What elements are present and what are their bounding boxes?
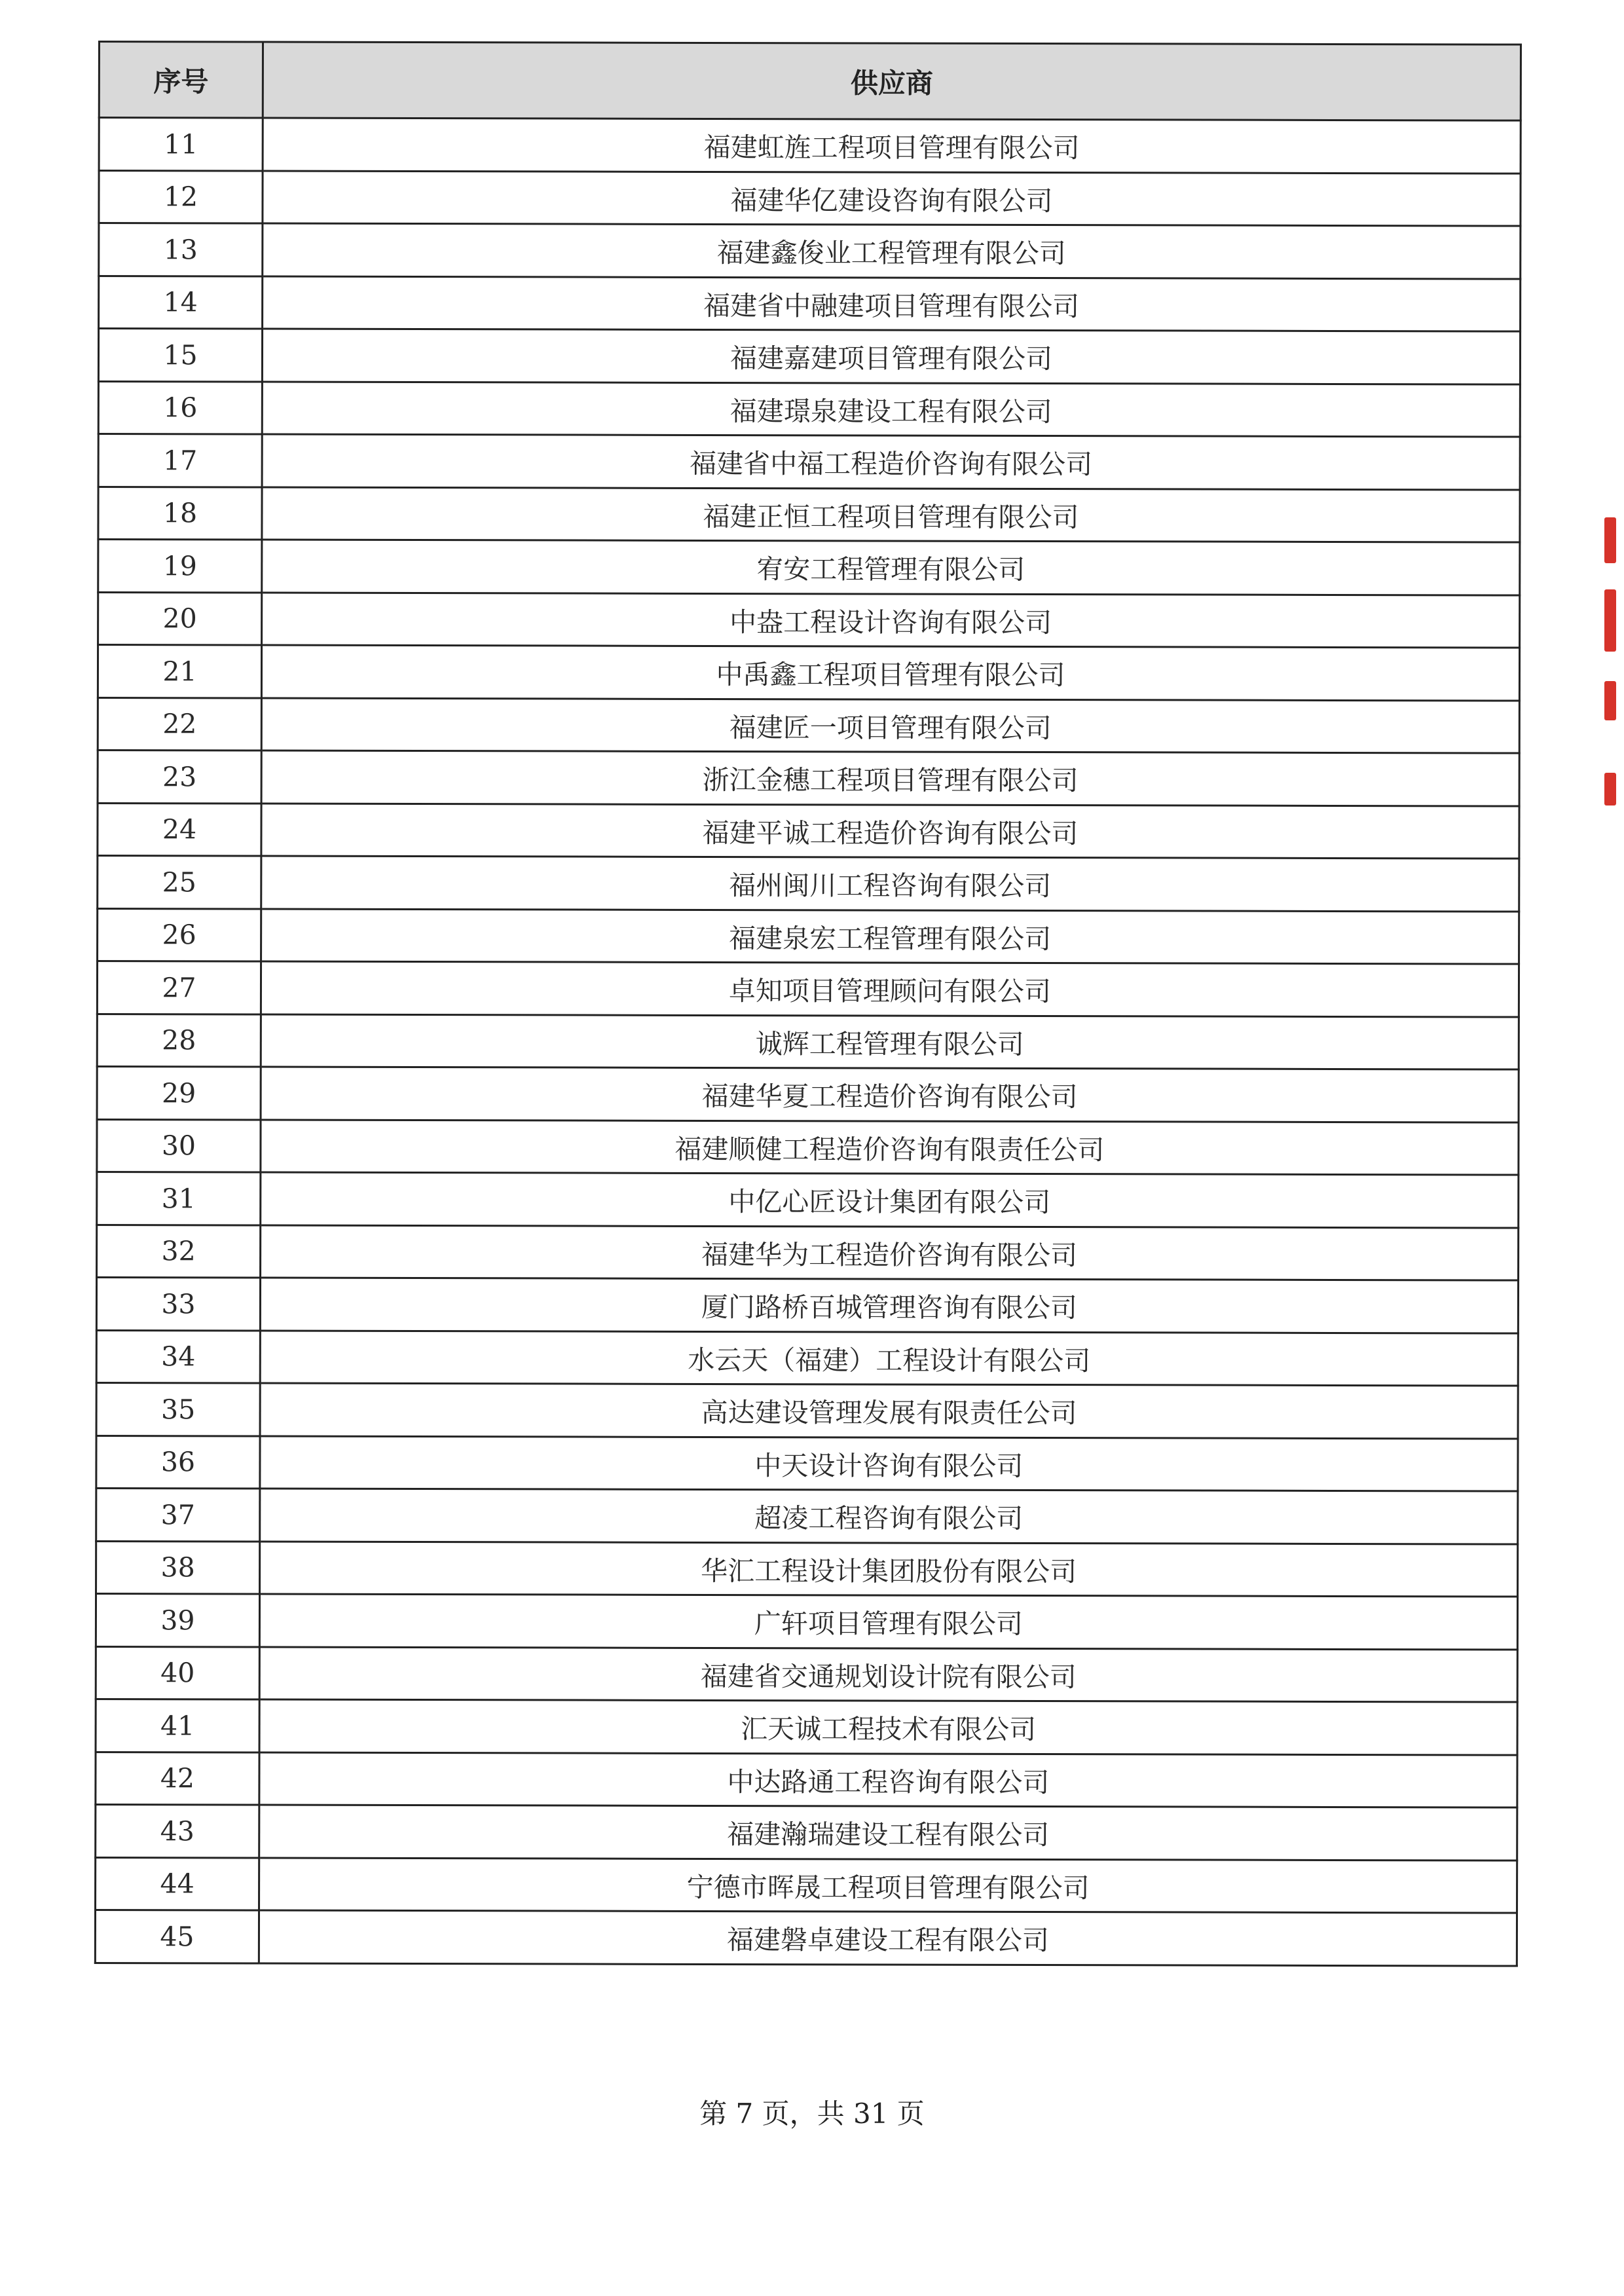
row-supplier-name: 中达路通工程咨询有限公司 bbox=[259, 1752, 1517, 1808]
table-row bbox=[96, 1488, 1518, 1544]
table-row bbox=[96, 1593, 1517, 1649]
table-row bbox=[98, 329, 1520, 384]
row-index: 39 bbox=[96, 1593, 259, 1646]
row-index: 18 bbox=[98, 487, 262, 540]
table-row bbox=[96, 1541, 1518, 1597]
table-row bbox=[97, 1172, 1519, 1227]
row-supplier-name: 卓知项目管理顾问有限公司 bbox=[261, 961, 1519, 1017]
row-index: 20 bbox=[98, 592, 262, 645]
table-row bbox=[96, 1646, 1517, 1702]
table-row bbox=[96, 1277, 1518, 1333]
row-index: 37 bbox=[96, 1488, 260, 1541]
row-supplier-name: 中亿心匠设计集团有限公司 bbox=[261, 1172, 1519, 1228]
table-row bbox=[98, 645, 1519, 701]
row-index: 34 bbox=[96, 1330, 260, 1383]
row-index: 44 bbox=[96, 1857, 259, 1910]
row-supplier-name: 福建顺健工程造价咨询有限责任公司 bbox=[261, 1120, 1519, 1176]
row-supplier-name: 诚辉工程管理有限公司 bbox=[261, 1014, 1519, 1070]
table-row bbox=[98, 592, 1520, 648]
row-index: 32 bbox=[97, 1225, 261, 1278]
table-row bbox=[98, 487, 1520, 542]
table-row bbox=[98, 908, 1519, 964]
row-supplier-name: 福建省中福工程造价咨询有限公司 bbox=[262, 434, 1520, 490]
row-supplier-name: 福建平诚工程造价咨询有限公司 bbox=[261, 804, 1519, 859]
row-index: 25 bbox=[98, 856, 261, 909]
table-row bbox=[97, 1066, 1519, 1122]
table-row bbox=[99, 223, 1521, 279]
table-row bbox=[96, 1857, 1517, 1913]
row-supplier-name: 福建匠一项目管理有限公司 bbox=[261, 698, 1519, 754]
row-index: 42 bbox=[96, 1752, 259, 1805]
row-supplier-name: 宁德市晖晟工程项目管理有限公司 bbox=[259, 1858, 1517, 1914]
row-supplier-name: 福建华为工程造价咨询有限公司 bbox=[261, 1225, 1519, 1281]
row-supplier-name: 福建华夏工程造价咨询有限公司 bbox=[261, 1067, 1519, 1122]
table-row bbox=[96, 1435, 1518, 1491]
row-index: 41 bbox=[96, 1699, 259, 1752]
row-index: 16 bbox=[98, 381, 262, 434]
row-index: 45 bbox=[95, 1910, 259, 1963]
row-index: 17 bbox=[98, 434, 262, 487]
row-index: 21 bbox=[98, 645, 261, 698]
row-supplier-name: 水云天（福建）工程设计有限公司 bbox=[260, 1331, 1518, 1386]
row-supplier-name: 福建泉宏工程管理有限公司 bbox=[261, 909, 1519, 965]
row-supplier-name: 广轩项目管理有限公司 bbox=[259, 1594, 1517, 1650]
table-row bbox=[98, 750, 1519, 806]
row-supplier-name: 福建华亿建设咨询有限公司 bbox=[263, 171, 1521, 227]
row-supplier-name: 高达建设管理发展有限责任公司 bbox=[260, 1383, 1518, 1439]
row-index: 29 bbox=[97, 1066, 261, 1119]
table-row bbox=[98, 856, 1519, 912]
row-supplier-name: 福建磐卓建设工程有限公司 bbox=[259, 1910, 1517, 1966]
row-supplier-name: 中禹鑫工程项目管理有限公司 bbox=[261, 645, 1519, 701]
table-row bbox=[98, 540, 1520, 595]
row-index: 27 bbox=[97, 961, 261, 1014]
row-supplier-name: 福建嘉建项目管理有限公司 bbox=[262, 329, 1520, 384]
table-row bbox=[98, 803, 1519, 859]
page-number: 第 7 页，共 31 页 bbox=[699, 2098, 925, 2130]
table-body bbox=[95, 118, 1521, 1966]
row-index: 28 bbox=[97, 1014, 261, 1067]
table-row bbox=[98, 381, 1520, 437]
table-row bbox=[97, 961, 1519, 1017]
row-supplier-name: 宥安工程管理有限公司 bbox=[262, 540, 1520, 595]
row-index: 26 bbox=[98, 908, 261, 961]
table-row bbox=[96, 1382, 1518, 1438]
row-supplier-name: 福建鑫俊业工程管理有限公司 bbox=[263, 223, 1521, 279]
table-header-row bbox=[99, 42, 1521, 121]
table-row bbox=[98, 434, 1520, 490]
row-supplier-name: 福建省交通规划设计院有限公司 bbox=[259, 1647, 1517, 1703]
row-index: 38 bbox=[96, 1541, 260, 1594]
row-index: 36 bbox=[96, 1435, 260, 1489]
table-row bbox=[95, 1910, 1517, 1965]
row-supplier-name: 福州闽川工程咨询有限公司 bbox=[261, 856, 1519, 912]
row-supplier-name: 中盎工程设计咨询有限公司 bbox=[262, 593, 1520, 648]
table-row bbox=[99, 170, 1521, 226]
row-supplier-name: 福建璟泉建设工程有限公司 bbox=[262, 382, 1520, 437]
table-row bbox=[96, 1804, 1517, 1860]
row-index: 30 bbox=[97, 1119, 261, 1172]
row-index: 22 bbox=[98, 697, 261, 750]
row-supplier-name: 福建瀚瑞建设工程有限公司 bbox=[259, 1805, 1517, 1861]
row-index: 12 bbox=[99, 170, 263, 223]
row-supplier-name: 华汇工程设计集团股份有限公司 bbox=[260, 1542, 1518, 1597]
table-row bbox=[97, 1225, 1519, 1280]
row-supplier-name: 厦门路桥百城管理咨询有限公司 bbox=[260, 1278, 1518, 1333]
table-row bbox=[97, 1119, 1519, 1175]
row-index: 19 bbox=[98, 540, 262, 593]
row-index: 13 bbox=[99, 223, 263, 276]
row-index: 14 bbox=[99, 276, 263, 329]
row-supplier-name: 浙江金穗工程项目管理有限公司 bbox=[261, 750, 1519, 806]
table-row bbox=[99, 276, 1521, 331]
row-index: 35 bbox=[96, 1382, 260, 1435]
row-supplier-name: 福建省中融建项目管理有限公司 bbox=[263, 276, 1521, 332]
table-row bbox=[97, 1014, 1519, 1069]
row-supplier-name: 福建正恒工程项目管理有限公司 bbox=[262, 487, 1520, 543]
row-index: 43 bbox=[96, 1804, 259, 1857]
table-row bbox=[96, 1330, 1518, 1386]
row-index: 40 bbox=[96, 1646, 259, 1699]
row-supplier-name: 福建虹旌工程项目管理有限公司 bbox=[263, 118, 1521, 174]
table-row bbox=[99, 118, 1521, 174]
table-row bbox=[96, 1699, 1517, 1754]
row-index: 23 bbox=[98, 750, 261, 804]
header-supplier: 供应商 bbox=[263, 42, 1521, 120]
row-supplier-name: 中天设计咨询有限公司 bbox=[260, 1436, 1518, 1492]
row-index: 24 bbox=[98, 803, 261, 856]
row-index: 15 bbox=[98, 329, 262, 382]
row-index: 31 bbox=[97, 1172, 261, 1225]
supplier-table bbox=[94, 41, 1522, 1967]
seal-stamp-edge bbox=[1602, 517, 1619, 819]
row-index: 11 bbox=[99, 118, 263, 171]
table-row bbox=[98, 697, 1519, 753]
header-index: 序号 bbox=[99, 42, 263, 119]
row-supplier-name: 汇天诚工程技术有限公司 bbox=[259, 1699, 1517, 1755]
table-row bbox=[96, 1752, 1517, 1807]
row-index: 33 bbox=[96, 1277, 260, 1330]
row-supplier-name: 超凌工程咨询有限公司 bbox=[260, 1489, 1518, 1544]
